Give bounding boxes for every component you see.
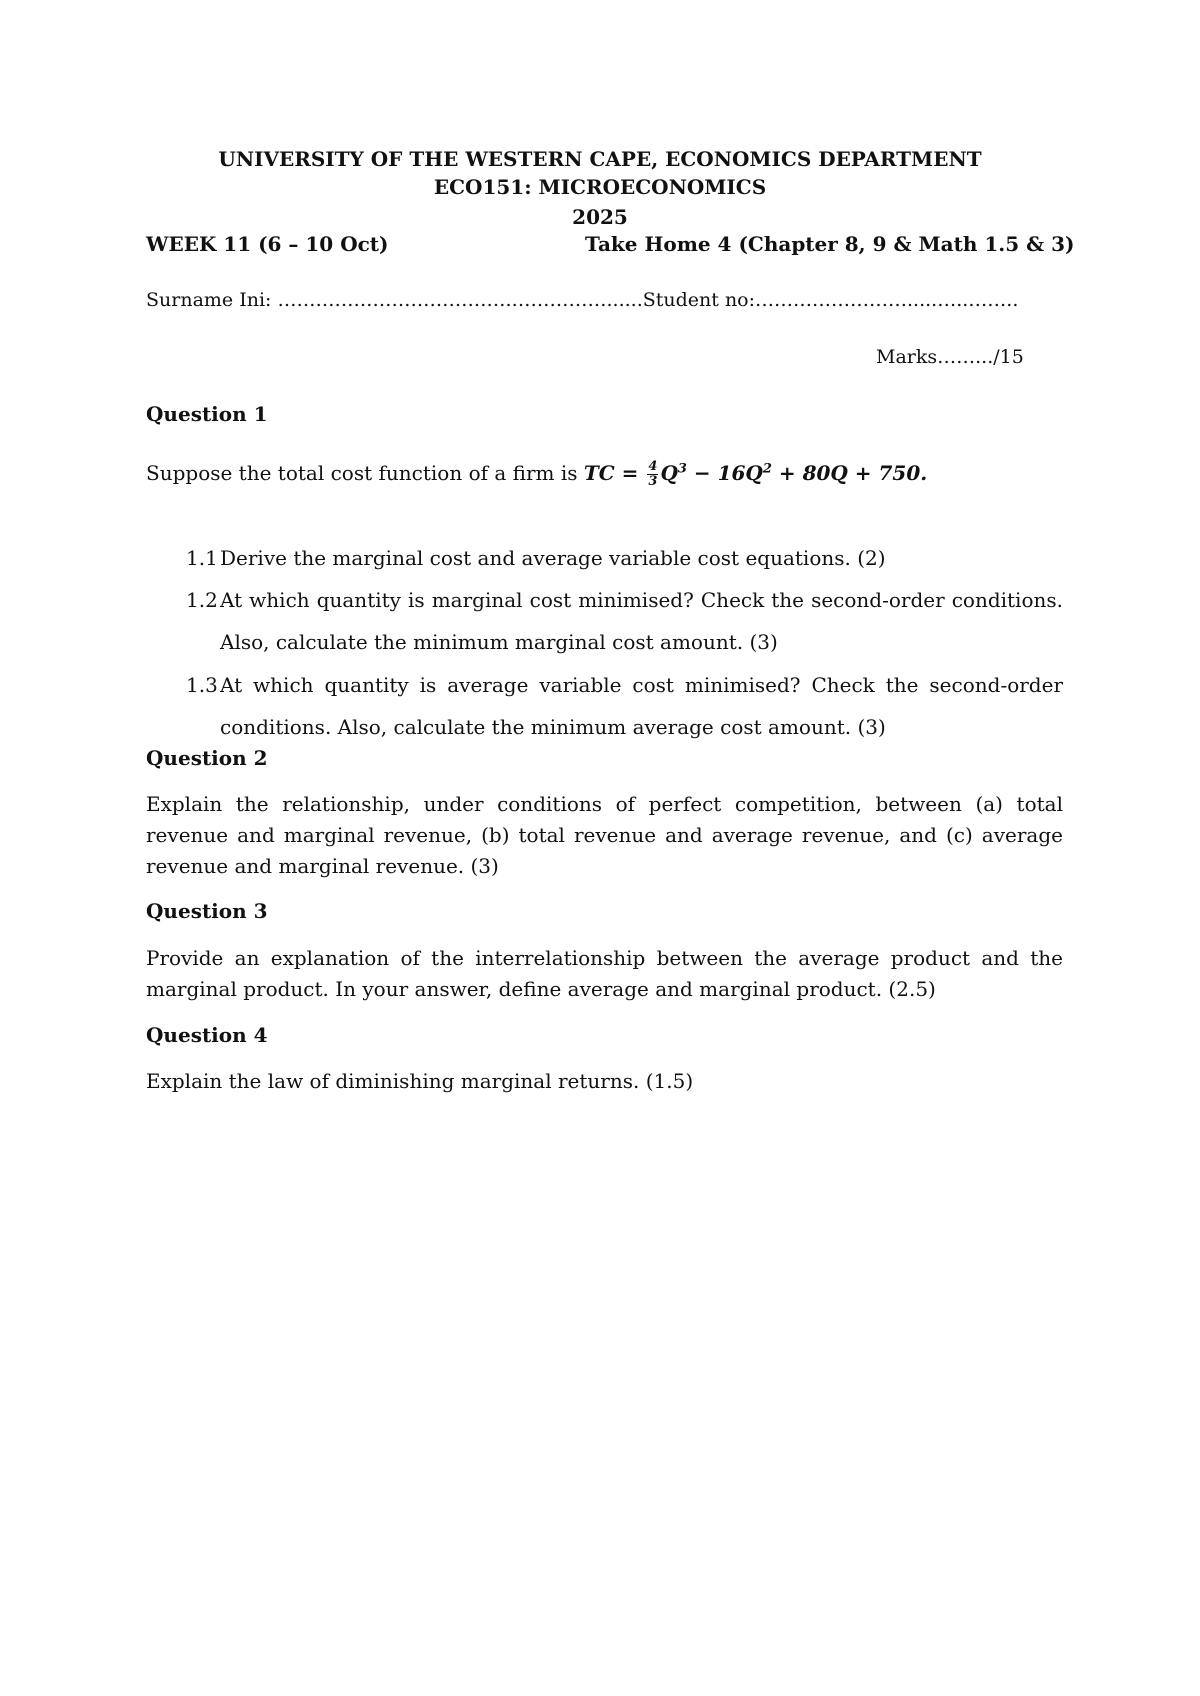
total-cost-equation: TC = $\frac{4}{3}$ $Q^3 - 16Q^2 + 80Q + 750$. [583,459,928,489]
week-label: WEEK 11 (6 – 10 Oct) [146,232,389,256]
year-heading: 2025 [572,205,628,229]
question-4-text: Explain the law of diminishing marginal returns. (1.5) [146,1069,694,1093]
question-3-title: Question 3 [146,899,268,923]
question-1-equation-line [146,460,927,489]
question-4-title: Question 4 [146,1023,268,1047]
document-page: UNIVERSITY OF THE WESTERN CAPE, ECONOMICS DEPARTMENT ECO151: MICROECONOMICS 2025 WEEK 11 (6 – 10 Oct) Take Home 4 (Chapter 8, 9 & Math 1.5 & 3) Surname Ini: ……………………………….……………......Student no:…………………….....…..…….. Marks…….../15 Question 1 Suppose the total cost function of a firm is TC = $\frac{4}{3}$ $Q^3 - 16Q^2 + 80Q + 750$. 1.1 Derive the marginal cost and average variable cost equations. (2) 1.2 At which quantity is marginal cost minimised? Check the second-order conditions. Also, calculate the minimum marginal cost amount. (3) 1.3 At which quantity is average variable cost minimised? Check the second-order conditions. Also, calculate the minimum average cost amount. (3) Question 2 Explain the relationship, under conditions of perfect competition, between (a) total revenue and marginal revenue, (b) total revenue and average revenue, and (c) average revenue and marginal revenue. (3) Question 3 Provide an explanation of the interrelationship between the average product and the marginal product. In your answer, define average and marginal product. (2.5) Question 4 Explain the law of diminishing marginal returns. (1.5) [0,0,1200,1696]
marks-line: Marks…….../15 [876,346,1024,368]
fraction: $\frac{4}{3}$ [648,459,658,489]
surname-student-line: Surname Ini: ……………………………….……………......Student no:…………………….....…..…….. [146,289,1019,311]
take-home-label: Take Home 4 (Chapter 8, 9 & Math 1.5 & 3) [585,232,1075,256]
question-2-title: Question 2 [146,746,268,770]
course-heading: ECO151: MICROECONOMICS [433,175,767,199]
question-3-text: Provide an explanation of the interrelationship between the average product and the marginal product. In your answer, define average and marginal product. (2.5) [146,946,1063,1001]
question-1-intro: Suppose the total cost function of a firm is [146,461,578,485]
question-1-title: Question 1 [146,402,268,426]
university-heading: UNIVERSITY OF THE WESTERN CAPE, ECONOMICS DEPARTMENT [218,147,982,171]
question-2-text: Explain the relationship, under conditions of perfect competition, between (a) total revenue and marginal revenue, (b) total revenue and average revenue, and (c) average revenue and marginal revenue. (3) [146,792,1063,878]
